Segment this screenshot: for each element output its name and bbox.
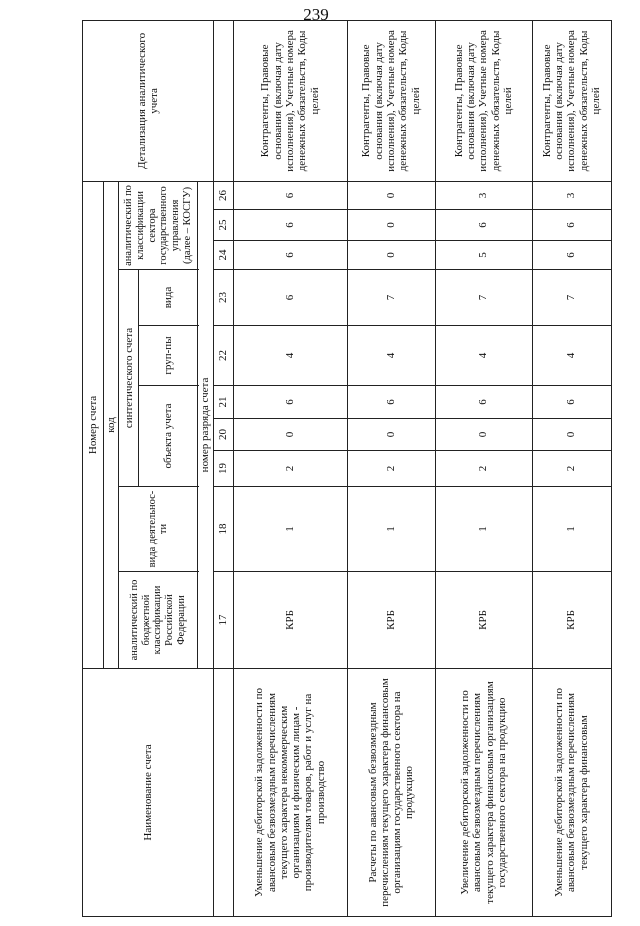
column-number-blank <box>213 20 233 181</box>
value-cell: 7 <box>347 270 435 326</box>
column-number: 26 <box>213 181 233 209</box>
value-cell: 6 <box>435 210 532 241</box>
value-cell: КРБ <box>233 572 347 669</box>
value-cell: 0 <box>435 419 532 451</box>
header-analytical-budget: аналитический по бюджетной классификации Российской Федерации <box>119 572 198 669</box>
value-cell: 3 <box>532 181 611 209</box>
value-cell: 1 <box>233 487 347 572</box>
column-number: 21 <box>213 386 233 419</box>
value-cell: 6 <box>233 386 347 419</box>
value-cell: КРБ <box>435 572 532 669</box>
detail-cell: Контрагенты, Правовые основания (включая дату исполнения), Учетные номера денежных обязательств, Коды целей <box>435 20 532 181</box>
header-account-number: Номер счета <box>83 181 104 668</box>
value-cell: 6 <box>233 210 347 241</box>
value-cell: 4 <box>233 326 347 386</box>
value-cell: 2 <box>532 451 611 487</box>
value-cell: 3 <box>435 181 532 209</box>
detail-cell: Контрагенты, Правовые основания (включая дату исполнения), Учетные номера денежных обязательств, Коды целей <box>532 20 611 181</box>
account-name-cell: Уменьшение дебиторской задолженности по авансовым безвозмездным перечислениям текущего характера финансовым <box>532 669 611 917</box>
value-cell: 0 <box>347 181 435 209</box>
header-accounting-object: объекта учета <box>139 386 198 487</box>
detail-cell: Контрагенты, Правовые основания (включая дату исполнения), Учетные номера денежных обязательств, Коды целей <box>347 20 435 181</box>
table-row <box>435 20 532 916</box>
column-number: 23 <box>213 270 233 326</box>
column-number: 22 <box>213 326 233 386</box>
page-number: 239 <box>303 5 329 24</box>
value-cell: 2 <box>347 451 435 487</box>
header-analytical-kosgu: аналитический по классификации сектора государственного управления (далее – КОСГУ) <box>119 181 198 269</box>
account-name-cell: Расчеты по авансовым безвозмездным перечислениям текущего характера финансовым организациям государственного сектора на продукцию <box>347 669 435 917</box>
header-activity-type: вида деятельнос-ти <box>119 487 198 572</box>
value-cell: 4 <box>532 326 611 386</box>
value-cell: 4 <box>347 326 435 386</box>
header-digit-number: номер разряда счета <box>198 181 213 668</box>
column-number: 17 <box>213 572 233 669</box>
detail-cell: Контрагенты, Правовые основания (включая дату исполнения), Учетные номера денежных обязательств, Коды целей <box>233 20 347 181</box>
header-row-1 <box>83 20 104 916</box>
value-cell: 6 <box>347 386 435 419</box>
header-kind: вида <box>139 270 198 326</box>
accounts-table <box>82 20 612 917</box>
column-number: 24 <box>213 241 233 270</box>
value-cell: 5 <box>435 241 532 270</box>
rotated-table-container <box>82 21 610 917</box>
value-cell: 6 <box>532 386 611 419</box>
header-code: код <box>104 181 119 668</box>
value-cell: 1 <box>347 487 435 572</box>
column-number: 25 <box>213 210 233 241</box>
value-cell: 0 <box>532 419 611 451</box>
column-number-blank <box>213 669 233 917</box>
value-cell: 6 <box>532 210 611 241</box>
table-row <box>532 20 611 916</box>
value-cell: 1 <box>532 487 611 572</box>
column-number: 19 <box>213 451 233 487</box>
value-cell: 6 <box>532 241 611 270</box>
value-cell: 4 <box>435 326 532 386</box>
column-number: 20 <box>213 419 233 451</box>
value-cell: 2 <box>233 451 347 487</box>
value-cell: 6 <box>233 181 347 209</box>
value-cell: 7 <box>435 270 532 326</box>
value-cell: 6 <box>233 241 347 270</box>
table-row <box>233 20 347 916</box>
value-cell: 2 <box>435 451 532 487</box>
value-cell: КРБ <box>532 572 611 669</box>
value-cell: 0 <box>233 419 347 451</box>
account-name-cell: Увеличение дебиторской задолженности по авансовым безвозмездным перечислениям текущего характера финансовым организациям государственного сектора на продукцию <box>435 669 532 917</box>
value-cell: 7 <box>532 270 611 326</box>
header-group: груп-пы <box>139 326 198 386</box>
column-number: 18 <box>213 487 233 572</box>
value-cell: 0 <box>347 241 435 270</box>
value-cell: 6 <box>435 386 532 419</box>
value-cell: 6 <box>233 270 347 326</box>
value-cell: 0 <box>347 210 435 241</box>
header-account-name: Наименование счета <box>83 669 214 917</box>
value-cell: 0 <box>347 419 435 451</box>
header-synthetic: синтетического счета <box>119 270 139 487</box>
account-name-cell: Уменьшение дебиторской задолженности по авансовым безвозмездным перечислениям текущего характера некоммерческим организациям и физическим лицам - производителям товаров, работ и услуг на производство <box>233 669 347 917</box>
table-row <box>347 20 435 916</box>
value-cell: КРБ <box>347 572 435 669</box>
column-number-row <box>213 20 233 916</box>
header-detail: Детализация аналитического учета <box>83 20 214 181</box>
value-cell: 1 <box>435 487 532 572</box>
